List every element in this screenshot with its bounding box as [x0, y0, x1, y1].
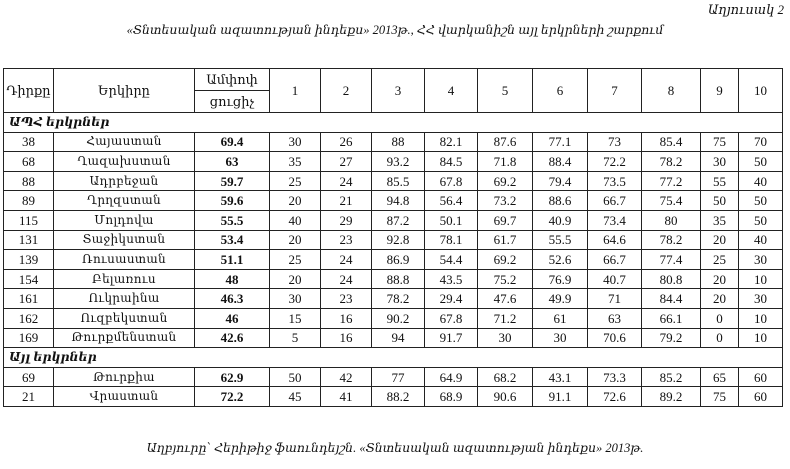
value-cell-1: 35 — [270, 152, 321, 172]
rank-cell: 21 — [4, 387, 54, 407]
value-cell-4: 68.9 — [425, 387, 478, 407]
country-cell: Մոլդովա — [54, 210, 195, 230]
value-cell-4: 50.1 — [425, 210, 478, 230]
value-cell-8: 85.4 — [642, 132, 701, 152]
rank-cell: 131 — [4, 230, 54, 250]
value-cell-1: 20 — [270, 269, 321, 289]
value-cell-5: 61.7 — [478, 230, 533, 250]
index-cell: 46 — [195, 308, 270, 328]
table-row — [4, 230, 783, 250]
header-col-9: 9 — [701, 69, 739, 113]
header-index-line2: ցուցիչ — [195, 91, 270, 113]
header-col-3: 3 — [372, 69, 425, 113]
value-cell-9: 30 — [701, 152, 739, 172]
value-cell-2: 27 — [321, 152, 372, 172]
header-rank: Դիրքը — [4, 69, 54, 113]
group-title: ԱՊՀ երկրներ — [4, 113, 783, 133]
value-cell-8: 84.4 — [642, 289, 701, 309]
rank-cell: 139 — [4, 250, 54, 270]
table-row — [4, 289, 783, 309]
table-row — [4, 210, 783, 230]
value-cell-2: 41 — [321, 387, 372, 407]
value-cell-7: 66.7 — [588, 250, 642, 270]
value-cell-4: 67.8 — [425, 308, 478, 328]
value-cell-5: 30 — [478, 328, 533, 348]
value-cell-4: 29.4 — [425, 289, 478, 309]
value-cell-4: 43.5 — [425, 269, 478, 289]
country-cell: Թուրքմենստան — [54, 328, 195, 348]
table-label: Աղյուսակ 2 — [707, 2, 784, 17]
table-row — [4, 269, 783, 289]
header-col-4: 4 — [425, 69, 478, 113]
value-cell-6: 43.1 — [533, 367, 588, 387]
country-cell: Ղրղզստան — [54, 191, 195, 211]
index-cell: 69.4 — [195, 132, 270, 152]
value-cell-5: 71.2 — [478, 308, 533, 328]
value-cell-3: 77 — [372, 367, 425, 387]
value-cell-7: 66.7 — [588, 191, 642, 211]
value-cell-4: 54.4 — [425, 250, 478, 270]
value-cell-5: 73.2 — [478, 191, 533, 211]
table-title: «Տնտեսական ազատության ինդեքս» 2013թ., ՀՀ վարկանիշն այլ երկրների շարքում — [126, 23, 664, 37]
header-col-2: 2 — [321, 69, 372, 113]
rank-cell: 161 — [4, 289, 54, 309]
value-cell-8: 66.1 — [642, 308, 701, 328]
country-cell: Ղազախստան — [54, 152, 195, 172]
value-cell-10: 60 — [739, 367, 783, 387]
value-cell-10: 70 — [739, 132, 783, 152]
value-cell-6: 40.9 — [533, 210, 588, 230]
value-cell-10: 40 — [739, 230, 783, 250]
value-cell-3: 94 — [372, 328, 425, 348]
value-cell-1: 20 — [270, 230, 321, 250]
index-cell: 46.3 — [195, 289, 270, 309]
rank-cell: 68 — [4, 152, 54, 172]
value-cell-5: 87.6 — [478, 132, 533, 152]
value-cell-5: 47.6 — [478, 289, 533, 309]
value-cell-9: 20 — [701, 269, 739, 289]
value-cell-10: 10 — [739, 308, 783, 328]
country-cell: Տաջիկստան — [54, 230, 195, 250]
header-col-7: 7 — [588, 69, 642, 113]
index-cell: 59.7 — [195, 171, 270, 191]
value-cell-1: 20 — [270, 191, 321, 211]
index-cell: 48 — [195, 269, 270, 289]
value-cell-3: 93.2 — [372, 152, 425, 172]
value-cell-1: 25 — [270, 250, 321, 270]
group-title: Այլ երկրներ — [4, 348, 783, 368]
header-col-1: 1 — [270, 69, 321, 113]
rank-cell: 169 — [4, 328, 54, 348]
country-cell: Թուրքիա — [54, 367, 195, 387]
value-cell-8: 75.4 — [642, 191, 701, 211]
value-cell-2: 42 — [321, 367, 372, 387]
header-col-8: 8 — [642, 69, 701, 113]
value-cell-7: 73.3 — [588, 367, 642, 387]
value-cell-9: 0 — [701, 308, 739, 328]
value-cell-2: 26 — [321, 132, 372, 152]
value-cell-2: 16 — [321, 308, 372, 328]
value-cell-3: 92.8 — [372, 230, 425, 250]
value-cell-10: 40 — [739, 171, 783, 191]
value-cell-7: 72.6 — [588, 387, 642, 407]
source-note: Աղբյուրը՝ Հերիթիջ ֆաունդեյշն. «Տնտեսական ազատության ինդեքս» 2013թ. — [146, 441, 644, 455]
table-row — [4, 387, 783, 407]
value-cell-6: 88.4 — [533, 152, 588, 172]
value-cell-9: 20 — [701, 230, 739, 250]
value-cell-4: 56.4 — [425, 191, 478, 211]
value-cell-5: 69.2 — [478, 171, 533, 191]
table-row — [4, 250, 783, 270]
table-header — [4, 69, 783, 113]
value-cell-8: 80.8 — [642, 269, 701, 289]
value-cell-7: 71 — [588, 289, 642, 309]
table-body — [4, 113, 783, 407]
value-cell-1: 50 — [270, 367, 321, 387]
value-cell-10: 10 — [739, 328, 783, 348]
value-cell-10: 10 — [739, 269, 783, 289]
value-cell-1: 5 — [270, 328, 321, 348]
value-cell-9: 50 — [701, 191, 739, 211]
value-cell-3: 78.2 — [372, 289, 425, 309]
value-cell-2: 16 — [321, 328, 372, 348]
rank-cell: 38 — [4, 132, 54, 152]
value-cell-2: 23 — [321, 230, 372, 250]
value-cell-10: 30 — [739, 250, 783, 270]
table-row — [4, 152, 783, 172]
value-cell-10: 60 — [739, 387, 783, 407]
table-row — [4, 191, 783, 211]
value-cell-8: 89.2 — [642, 387, 701, 407]
value-cell-9: 55 — [701, 171, 739, 191]
value-cell-1: 40 — [270, 210, 321, 230]
index-cell: 72.2 — [195, 387, 270, 407]
table-row — [4, 367, 783, 387]
value-cell-9: 75 — [701, 387, 739, 407]
value-cell-6: 61 — [533, 308, 588, 328]
value-cell-7: 73.4 — [588, 210, 642, 230]
table-row — [4, 308, 783, 328]
value-cell-10: 50 — [739, 191, 783, 211]
value-cell-9: 75 — [701, 132, 739, 152]
header-col-5: 5 — [478, 69, 533, 113]
value-cell-6: 79.4 — [533, 171, 588, 191]
value-cell-1: 30 — [270, 289, 321, 309]
value-cell-6: 91.1 — [533, 387, 588, 407]
index-cell: 59.6 — [195, 191, 270, 211]
value-cell-1: 25 — [270, 171, 321, 191]
header-col-6: 6 — [533, 69, 588, 113]
country-cell: Ուկրաինա — [54, 289, 195, 309]
value-cell-2: 24 — [321, 269, 372, 289]
freedom-index-table — [3, 68, 783, 407]
value-cell-9: 65 — [701, 367, 739, 387]
value-cell-2: 23 — [321, 289, 372, 309]
country-cell: Ռուսաստան — [54, 250, 195, 270]
index-cell: 62.9 — [195, 367, 270, 387]
value-cell-8: 78.2 — [642, 152, 701, 172]
value-cell-1: 15 — [270, 308, 321, 328]
value-cell-6: 76.9 — [533, 269, 588, 289]
value-cell-10: 50 — [739, 152, 783, 172]
value-cell-9: 35 — [701, 210, 739, 230]
value-cell-8: 77.2 — [642, 171, 701, 191]
value-cell-9: 25 — [701, 250, 739, 270]
rank-cell: 162 — [4, 308, 54, 328]
value-cell-4: 78.1 — [425, 230, 478, 250]
group-header-row — [4, 113, 783, 133]
value-cell-10: 50 — [739, 210, 783, 230]
value-cell-5: 71.8 — [478, 152, 533, 172]
table-row — [4, 171, 783, 191]
value-cell-2: 29 — [321, 210, 372, 230]
value-cell-3: 88.8 — [372, 269, 425, 289]
header-index-line1: Ամփոփ — [195, 69, 270, 91]
value-cell-8: 80 — [642, 210, 701, 230]
header-row — [4, 69, 783, 91]
rank-cell: 115 — [4, 210, 54, 230]
table-row — [4, 328, 783, 348]
value-cell-6: 30 — [533, 328, 588, 348]
rank-cell: 69 — [4, 367, 54, 387]
value-cell-6: 49.9 — [533, 289, 588, 309]
value-cell-4: 84.5 — [425, 152, 478, 172]
value-cell-4: 67.8 — [425, 171, 478, 191]
value-cell-4: 82.1 — [425, 132, 478, 152]
value-cell-6: 77.1 — [533, 132, 588, 152]
header-country: Երկիրը — [54, 69, 195, 113]
value-cell-3: 90.2 — [372, 308, 425, 328]
index-cell: 55.5 — [195, 210, 270, 230]
index-cell: 53.4 — [195, 230, 270, 250]
value-cell-3: 86.9 — [372, 250, 425, 270]
value-cell-5: 68.2 — [478, 367, 533, 387]
value-cell-8: 77.4 — [642, 250, 701, 270]
value-cell-3: 94.8 — [372, 191, 425, 211]
value-cell-6: 55.5 — [533, 230, 588, 250]
value-cell-4: 64.9 — [425, 367, 478, 387]
country-cell: Ադրբեջան — [54, 171, 195, 191]
country-cell: Ուզբեկստան — [54, 308, 195, 328]
value-cell-1: 30 — [270, 132, 321, 152]
index-cell: 51.1 — [195, 250, 270, 270]
value-cell-7: 73.5 — [588, 171, 642, 191]
value-cell-7: 73 — [588, 132, 642, 152]
value-cell-6: 52.6 — [533, 250, 588, 270]
value-cell-2: 24 — [321, 250, 372, 270]
value-cell-7: 70.6 — [588, 328, 642, 348]
value-cell-7: 63 — [588, 308, 642, 328]
index-cell: 42.6 — [195, 328, 270, 348]
value-cell-8: 78.2 — [642, 230, 701, 250]
country-cell: Բելառուս — [54, 269, 195, 289]
value-cell-5: 75.2 — [478, 269, 533, 289]
value-cell-3: 88.2 — [372, 387, 425, 407]
value-cell-9: 20 — [701, 289, 739, 309]
rank-cell: 88 — [4, 171, 54, 191]
value-cell-10: 30 — [739, 289, 783, 309]
value-cell-2: 21 — [321, 191, 372, 211]
value-cell-9: 0 — [701, 328, 739, 348]
value-cell-3: 88 — [372, 132, 425, 152]
value-cell-8: 85.2 — [642, 367, 701, 387]
value-cell-7: 64.6 — [588, 230, 642, 250]
value-cell-5: 69.7 — [478, 210, 533, 230]
value-cell-8: 79.2 — [642, 328, 701, 348]
table-row — [4, 132, 783, 152]
value-cell-3: 87.2 — [372, 210, 425, 230]
index-cell: 63 — [195, 152, 270, 172]
value-cell-3: 85.5 — [372, 171, 425, 191]
rank-cell: 89 — [4, 191, 54, 211]
value-cell-2: 24 — [321, 171, 372, 191]
value-cell-7: 40.7 — [588, 269, 642, 289]
value-cell-4: 91.7 — [425, 328, 478, 348]
value-cell-1: 45 — [270, 387, 321, 407]
value-cell-5: 90.6 — [478, 387, 533, 407]
value-cell-5: 69.2 — [478, 250, 533, 270]
country-cell: Վրաստան — [54, 387, 195, 407]
country-cell: Հայաստան — [54, 132, 195, 152]
value-cell-7: 72.2 — [588, 152, 642, 172]
group-header-row — [4, 348, 783, 368]
rank-cell: 154 — [4, 269, 54, 289]
value-cell-6: 88.6 — [533, 191, 588, 211]
header-col-10: 10 — [739, 69, 783, 113]
